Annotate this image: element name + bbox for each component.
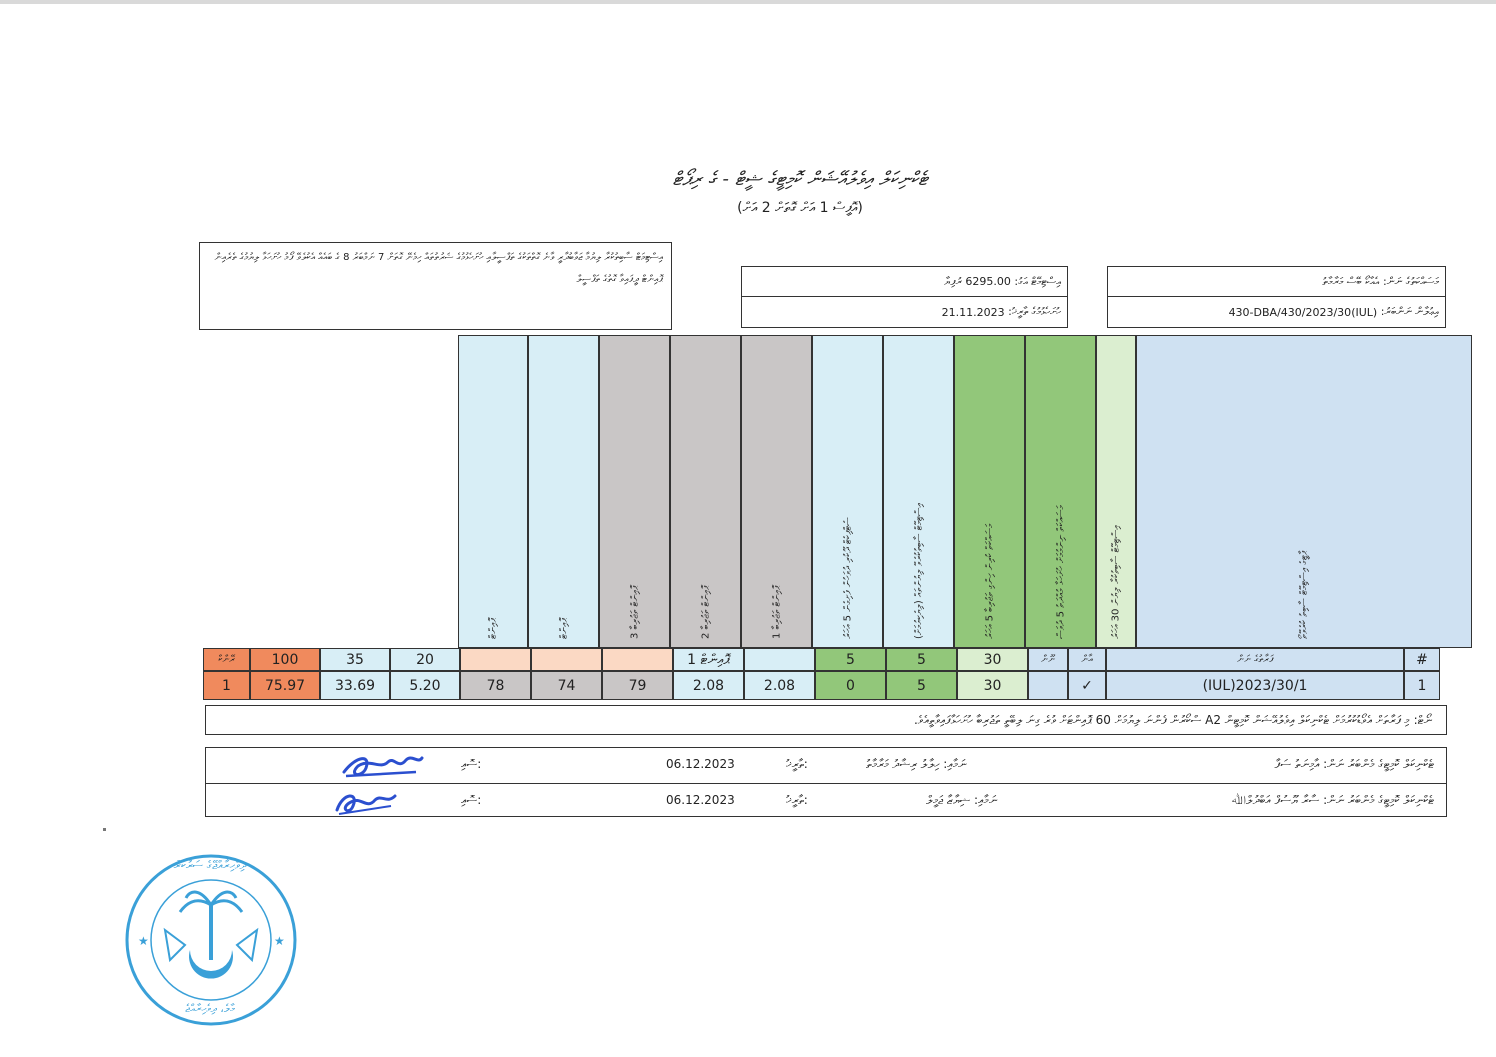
estimate-label: އިސްޓިމޭޓް އަގު: (1014, 274, 1061, 288)
max-points-cell-13: އާން (1068, 648, 1106, 671)
handwritten-signature-2 (331, 786, 401, 818)
header-text-10: މަސައްކަތް ނިންމުމަށް ހުށަހަޅާ މުއްދަތު 5 ދުވަސް (1055, 505, 1066, 639)
estimate-row (742, 267, 1067, 297)
header-column-2 (458, 335, 528, 648)
header-column-5 (670, 335, 741, 648)
result-cell-13: ✓ (1068, 671, 1106, 700)
header-column-12 (1136, 335, 1472, 648)
member-role-1: ޓެކްނިކަލް ކޮމިޓީގެ މެންބަރު ނަން: އާމިނަތު ސަފާ (1274, 757, 1434, 771)
evaluation-table (203, 335, 1446, 700)
member-role-2: ޓެކްނިކަލް ކޮމިޓީގެ މެންބަރު ނަން: ސާރާ ޔޫސުފް އަބްދުލްﷲ (1231, 793, 1434, 807)
header-text-7: ސެޓްފިކެޓް ދޫކުރި ދުވަހުން ފެށިގެން 5 އަހަރު (842, 517, 853, 639)
result-cell-2: 33.69 (320, 671, 390, 700)
max-points-cell-9: 5 (815, 648, 886, 671)
submission-date-row (742, 297, 1067, 327)
signature-row-2 (206, 783, 1446, 819)
project-name-label: މަސައްކަތުގެ ނަން: (1383, 274, 1439, 288)
max-points-cell-2: 35 (320, 648, 390, 671)
max-points-cell-12: ނޫން (1028, 648, 1068, 671)
criteria-note-box: އިސްޓިމަޓް ސާބިތުކުރާ ލިޔުމާ ޖަވާބުދާރީ ވާނެ ގޮތްތަކުގެ ތަފްސީލާއި ހުށަހެޅުމުގެ ޝަރުތުތައް ހިމެނޭ ގޮތަށް 7 ނަމްބަރު 8 ގެ ބައެއް އެކުލެވޭ ފޯމު ހުށަހަޅާ ލިޔުމުގެ ތެރެއިން ޕޮއިންޓް ދީފައިވާ ގޮތުގެ ތަފްސީލް (199, 242, 672, 330)
result-cell-11: 30 (957, 671, 1028, 700)
max-points-cell-8 (744, 648, 815, 671)
header-text-11: އިސްޓިމޭޓް ސާބިތުކުރާ ލިޔުން 30 އަހަރު (1110, 525, 1122, 639)
project-name-value: އެއާކޯ ބޭސް މަރާމާތު (1322, 274, 1380, 288)
max-points-cell-0: ރޭންކް (203, 648, 250, 671)
header-text-3: ޕޮއިންޓް (558, 617, 569, 639)
header-column-3 (528, 335, 599, 648)
max-points-cell-14: ފަރާތުގެ ނަން (1106, 648, 1404, 671)
header-column-4 (599, 335, 670, 648)
header-text-5: ޕޮއިންޓް ތަޖުރިބާ 2 (700, 585, 711, 639)
member-name-2: ނަމާއި: ޝިޔާޒާ ޖަމީލް (926, 793, 998, 807)
header-column-6 (741, 335, 812, 648)
date-value-1: 06.12.2023 (666, 757, 735, 771)
result-cell-1: 75.97 (250, 671, 320, 700)
signature-row-1 (206, 748, 1446, 783)
header-column-7 (812, 335, 883, 648)
result-cell-3: 5.20 (390, 671, 460, 700)
info-box-middle (741, 266, 1068, 328)
seal-bottom-text: މާލެ، ދިވެހިރާއްޖެ (185, 1002, 235, 1015)
header-text-8: އިސްޓިމޭޓް ސާބިތުކުރެވޭ ލިޔުންތައް (ލިޔެކިޔުމަށް) (913, 503, 924, 639)
bottom-note: ނޯޓް: މި ފަރާތަށް އެވޯޑުކުރުމަށް ޓެކްނިކަލް އިވެލުއޭޝަން ކޮމިޓީން A2 ސްކޯރުން ފެންނަ ލިޔުމަށް 60 ޕޮއިންޓަށް ވުރެ ގިނަ ލިބޭތީ ތަޖުރިބާ ހުށަހަޅާފައިވާތީއެވެ. (205, 705, 1447, 735)
document-subtitle: (އޮފީސް 1 އަށް ގޮތަށް 2 އަށް) (737, 200, 863, 216)
header-column-10 (1025, 335, 1096, 648)
result-cell-7: 2.08 (673, 671, 744, 700)
result-cell-8: 2.08 (744, 671, 815, 700)
max-points-cell-6 (602, 648, 673, 671)
max-points-cell-1: 100 (250, 648, 320, 671)
max-points-cell-5 (531, 648, 602, 671)
max-points-cell-11: 30 (957, 648, 1028, 671)
date-value-2: 06.12.2023 (666, 793, 735, 807)
result-cell-12 (1028, 671, 1068, 700)
estimate-value: 6295.00 ރުފިޔާ (944, 274, 1011, 288)
result-cell-6: 79 (602, 671, 673, 700)
header-column-8 (883, 335, 954, 648)
announcement-no-label: އިޢުލާން ނަންބަރު: (1380, 305, 1439, 318)
result-cell-10: 5 (886, 671, 957, 700)
max-points-cell-15: # (1404, 648, 1440, 671)
document-title: ޓެކްނިކަލް އިވެލުއޭޝަން ކޮމިޓީގެ ޝީޓް - ގެ ރިޕޯޓް (672, 168, 928, 190)
header-text-9: މަސައްކަތް ކުރިން ހިންގި ތަޖުރިބާ 5 އަހަރު (984, 523, 995, 639)
result-cell-9: 0 (815, 671, 886, 700)
top-border (0, 0, 1496, 4)
header-column-9 (954, 335, 1025, 648)
header-text-6: ޕޮއިންޓް ތަޖުރިބާ 1 (771, 585, 782, 639)
project-name-row (1108, 267, 1445, 297)
sign-label-2: ސޮއި: (461, 793, 482, 807)
submission-date-value: 21.11.2023 (941, 305, 1005, 319)
result-cell-0: 1 (203, 671, 250, 700)
announcement-no-value: (IUL)430-DBA/430/2023/30 (1228, 305, 1378, 319)
submission-date-label: ހުށަހެޅުމުގެ ތާރީޚު: (1008, 305, 1061, 318)
date-label-2: ތާރީޚު: (786, 793, 808, 807)
result-cell-15: 1 (1404, 671, 1440, 700)
scan-dot (103, 828, 106, 831)
handwritten-signature-1 (336, 750, 426, 782)
max-points-cell-7: ޕޮއިންޓް 1 (673, 648, 744, 671)
announcement-no-row (1108, 297, 1445, 327)
member-name-1: ނަމާއި: ހިލާލު ރިޝާދު މަރާމާތު (866, 757, 967, 771)
result-cell-14: (IUL)2023/30/1 (1106, 671, 1404, 700)
svg-text:★: ★ (274, 934, 285, 948)
max-points-cell-4 (460, 648, 531, 671)
sign-label-1: ސޮއި: (461, 757, 482, 771)
header-text-12: ޕާޓީގެ އިސްޓިމޭޓް ސާބިތު ކުރެވޭތޯ (1298, 550, 1310, 639)
result-cell-5: 74 (531, 671, 602, 700)
seal-top-text: ދިވެހިރާއްޖޭގެ ސަރުކާރު (173, 858, 247, 872)
header-text-2: ޕޮއިންޓް (487, 617, 499, 639)
info-box-right (1107, 266, 1446, 328)
svg-text:★: ★ (138, 934, 149, 948)
max-points-cell-10: 5 (886, 648, 957, 671)
header-text-4: ޕޮއިންޓް ތަޖުރިބާ 3 (629, 585, 640, 639)
signature-box (205, 747, 1447, 817)
result-cell-4: 78 (460, 671, 531, 700)
header-column-11 (1096, 335, 1136, 648)
max-points-cell-3: 20 (390, 648, 460, 671)
date-label-1: ތާރީޚު: (786, 757, 808, 771)
